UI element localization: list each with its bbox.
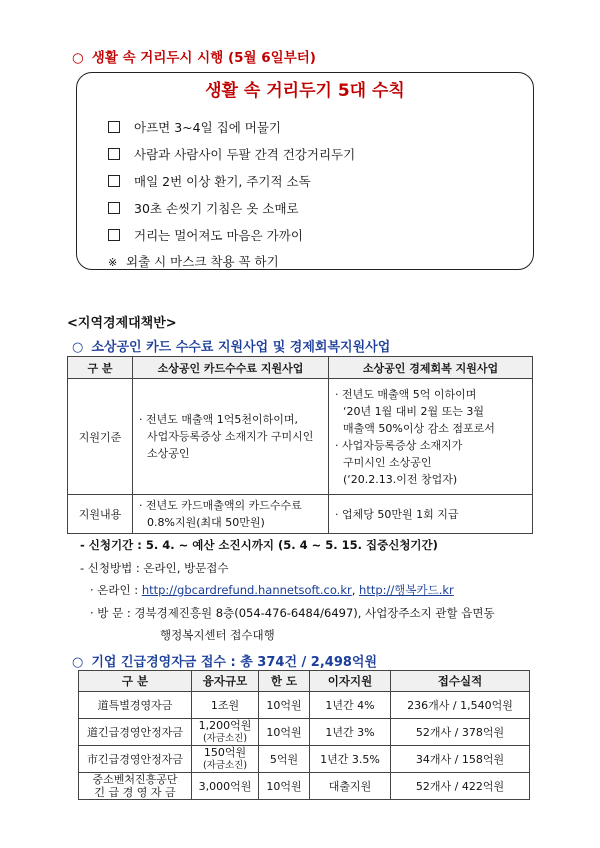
criteria-card-fee [133,379,329,495]
fund-limit: 10억원 [259,719,310,746]
row-label: 지원기준 [68,379,133,495]
cell-line: (‘20.2.13.이전 창업자) [343,472,458,486]
table-row [68,495,533,534]
fund-result: 34개사 / 158억원 [391,746,530,773]
table-header: 한 도 [259,671,310,692]
visit-label: · 방 문 : [90,606,131,620]
online-link-gbcardrefund[interactable]: http://gbcardrefund.hannetsoft.co.kr [141,583,352,597]
rule-item [108,172,311,190]
fund-interest: 1년간 3.5% [310,746,391,773]
visit-line [90,605,495,621]
fund-scale-value: 150억원 [203,746,247,759]
row-label: 지원내용 [68,495,133,534]
fund-name: 市긴급경영안정자금 [79,746,192,773]
online-line [90,582,454,598]
circle-bullet-icon: ○ [72,655,84,670]
rule-text: 매일 2번 이상 환기, 주기적 소독 [134,174,311,189]
visit-text: 경북경제진흥원 8층(054-476-6484/6497), 사업장주소지 관할 읍면동 [134,606,495,620]
cell-line: · 사업자등록증상 소재지가 [335,438,463,452]
rule-note [108,252,279,270]
cell-line: 매출액 50%이상 감소 점포로서 [343,421,495,435]
table-row [79,692,530,719]
visit-line-2: 행정복지센터 접수대행 [160,628,275,642]
cell-line: ‘20년 1월 대비 2월 또는 3월 [343,404,484,418]
table-row [79,746,530,773]
cell-line: 소상공인 [147,447,190,460]
cell-line: 0.8%지원(최대 50만원) [147,516,265,529]
emergency-fund-title [72,651,377,670]
support-recovery: · 업체당 50만원 1회 지급 [329,495,533,534]
table-header: 구 분 [68,357,133,379]
fund-name-line: 중소벤처진흥공단 [92,773,178,786]
campaign-title [72,46,316,66]
circle-bullet-icon: ○ [72,340,84,355]
cell-line: · 전년도 매출액 1억5천이하이며, [139,413,298,426]
fund-result: 52개사 / 378억원 [391,719,530,746]
checkbox-square-icon [108,175,120,187]
fund-scale-value: 3,000억원 [198,779,252,793]
circle-bullet-icon: ○ [72,50,84,66]
fund-name: 道특별경영자금 [79,692,192,719]
checkbox-square-icon [108,121,120,133]
fund-scale-note: (자금소진) [202,733,248,744]
rule-text: 아프면 3~4일 집에 머물기 [134,120,281,135]
fund-interest: 1년간 3% [310,719,391,746]
table-header: 소상공인 카드수수료 지원사업 [133,357,329,379]
table-header: 이자지원 [310,671,391,692]
fund-interest: 1년간 4% [310,692,391,719]
link-separator: , [351,583,356,597]
rule-item [108,226,303,244]
fund-result: 236개사 / 1,540억원 [391,692,530,719]
fund-name: 道긴급경영안정자금 [79,719,192,746]
fund-scale-value: 1조원 [210,698,240,712]
card-program-title [72,336,390,355]
table-row [79,773,530,800]
rules-box-title: 생활 속 거리두기 5대 수칙 [205,81,405,101]
table-row [79,719,530,746]
cell-line: · 전년도 카드매출액의 카드수수료 [139,499,302,512]
online-link-happycard[interactable]: http://행복카드.kr [359,583,454,597]
fund-result: 52개사 / 422억원 [391,773,530,800]
fund-scale-value: 1,200억원 [198,719,252,732]
fund-scale [192,692,259,719]
cell-line: 사업자등록증상 소재지가 구미시인 [147,430,314,443]
fund-name [79,773,192,800]
criteria-recovery [329,379,533,495]
cell-line: 구미시인 소상공인 [343,455,432,469]
online-label: · 온라인 : [90,583,139,597]
application-period: - 신청기간 : 5. 4. ~ 예산 소진시까지 (5. 4 ~ 5. 15. 집중신청기간) [80,538,438,552]
rule-item [108,199,299,217]
campaign-title-text: 생활 속 거리두시 시행 [91,50,224,66]
campaign-title-date: (5월 6일부터) [227,50,316,66]
fund-scale [192,773,259,800]
reference-mark-icon: ※ [108,256,118,269]
fund-limit: 5억원 [259,746,310,773]
table-header: 구 분 [79,671,192,692]
fund-scale [192,746,259,773]
table-header: 접수실적 [391,671,530,692]
fund-name-line: 긴 급 경 영 자 금 [94,786,176,799]
emergency-fund-table [78,670,530,800]
support-card-fee [133,495,329,534]
rule-note-text: 외출 시 마스크 착용 꼭 하기 [126,254,279,269]
table-header: 소상공인 경제회복 지원사업 [329,357,533,379]
region-heading: <지역경제대책반> [67,316,177,331]
checkbox-square-icon [108,229,120,241]
rule-item [108,118,281,136]
emergency-fund-title-text: 기업 긴급경영자금 접수 : 총 374건 / 2,498억원 [91,655,378,670]
rule-item [108,145,355,163]
fund-scale [192,719,259,746]
fund-limit: 10억원 [259,692,310,719]
card-program-table [67,356,533,534]
fund-limit: 10억원 [259,773,310,800]
rule-text: 거리는 멀어져도 마음은 가까이 [134,228,303,243]
card-program-title-text: 소상공인 카드 수수료 지원사업 및 경제회복지원사업 [91,340,391,355]
cell-line: · 전년도 매출액 5억 이하이며 [335,387,477,401]
checkbox-square-icon [108,148,120,160]
fund-interest: 대출지원 [310,773,391,800]
fund-scale-note: (자금소진) [202,760,248,771]
table-header: 융자규모 [192,671,259,692]
table-row [68,379,533,495]
checkbox-square-icon [108,202,120,214]
application-method: - 신청방법 : 온라인, 방문접수 [80,561,229,575]
rule-text: 30초 손씻기 기침은 옷 소매로 [134,201,299,216]
rule-text: 사람과 사람사이 두팔 간격 건강거리두기 [134,147,356,162]
